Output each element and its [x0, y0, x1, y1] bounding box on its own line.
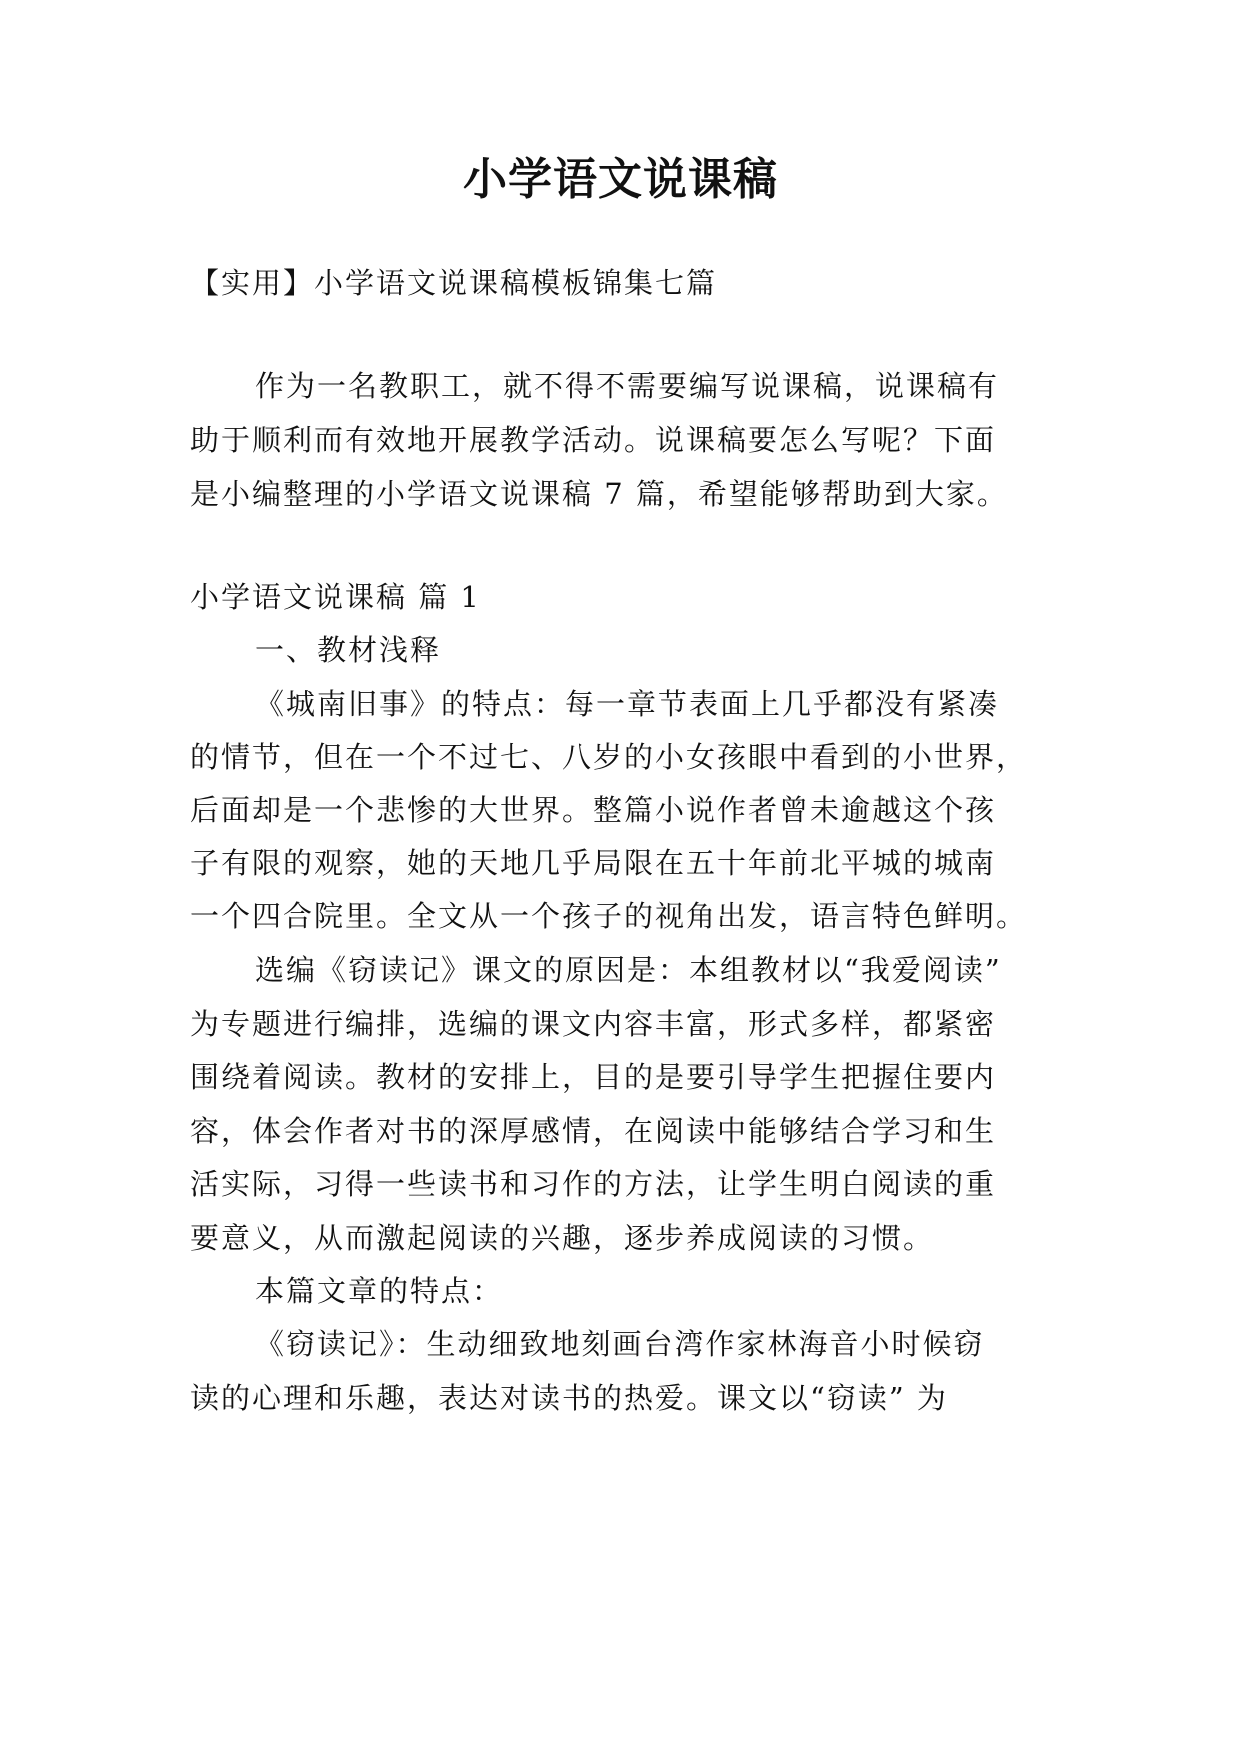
- paragraph-line: 读的心理和乐趣，表达对读书的热爱。课文以“窃读” 为: [190, 1381, 948, 1415]
- paragraph-line: 《城南旧事》的特点：每一章节表面上几乎都没有紧凑: [255, 687, 1000, 721]
- paragraph-line: 子有限的观察，她的天地几乎局限在五十年前北平城的城南: [190, 846, 997, 880]
- paragraph-line: 后面却是一个悲惨的大世界。整篇小说作者曾未逾越这个孩: [190, 793, 997, 827]
- document-title: 小学语文说课稿: [463, 154, 778, 205]
- paragraph-line: 为专题进行编排，选编的课文内容丰富，形式多样，都紧密: [190, 1007, 997, 1041]
- subsection-heading: 一、教材浅释: [255, 633, 442, 667]
- paragraph-line: 《窃读记》：生动细致地刻画台湾作家林海音小时候窃: [255, 1327, 985, 1361]
- paragraph-line: 一个四合院里。全文从一个孩子的视角出发，语言特色鲜明。: [190, 899, 1028, 933]
- paragraph-line: 活实际，习得一些读书和习作的方法，让学生明白阅读的重: [190, 1167, 997, 1201]
- document-subtitle: 【实用】小学语文说课稿模板锦集七篇: [190, 266, 718, 300]
- section-heading: 小学语文说课稿 篇 1: [190, 580, 481, 614]
- paragraph-line: 选编《窃读记》课文的原因是：本组教材以“我爱阅读”: [255, 953, 1002, 987]
- paragraph-line: 是小编整理的小学语文说课稿 7 篇，希望能够帮助到大家。: [190, 477, 1008, 511]
- paragraph-line: 容，体会作者对书的深厚感情，在阅读中能够结合学习和生: [190, 1114, 997, 1148]
- paragraph-line: 围绕着阅读。教材的安排上，目的是要引导学生把握住要内: [190, 1060, 997, 1094]
- paragraph-line: 的情节，但在一个不过七、八岁的小女孩眼中看到的小世界，: [190, 740, 1028, 774]
- paragraph-line: 作为一名教职工，就不得不需要编写说课稿，说课稿有: [255, 369, 1000, 403]
- paragraph-line: 助于顺利而有效地开展教学活动。说课稿要怎么写呢？下面: [190, 423, 997, 457]
- paragraph-line: 本篇文章的特点：: [255, 1274, 504, 1308]
- paragraph-line: 要意义，从而激起阅读的兴趣，逐步养成阅读的习惯。: [190, 1221, 935, 1255]
